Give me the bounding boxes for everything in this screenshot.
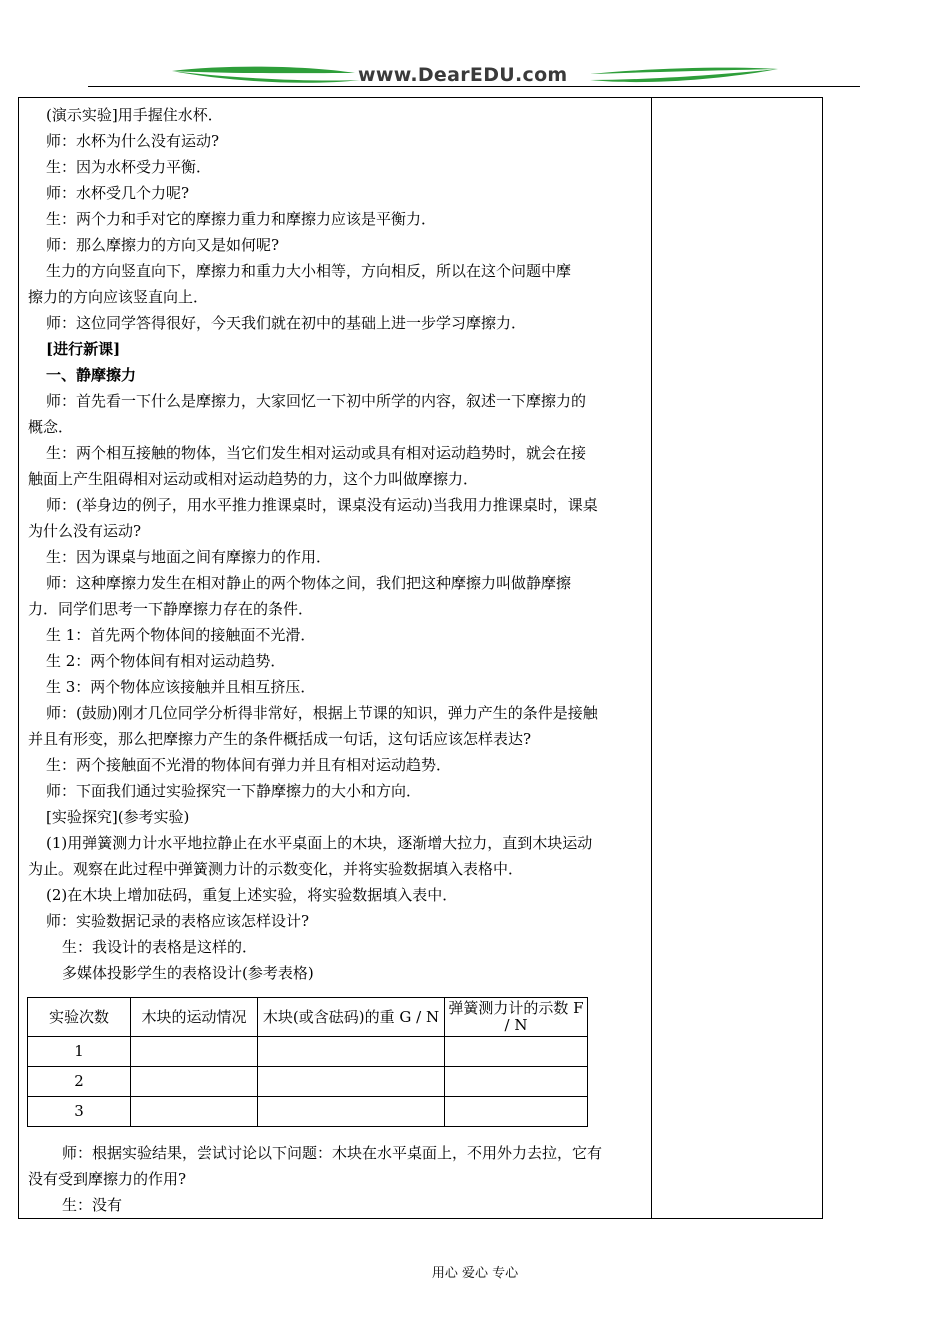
table-cell: [258, 1037, 445, 1067]
table-row: [28, 1067, 588, 1097]
text-line: 师：下面我们通过实验探究一下静摩擦力的大小和方向．: [46, 782, 422, 800]
text-line: 生 3：两个物体应该接触并且相互挤压．: [46, 678, 316, 696]
text-line: 并且有形变，那么把摩擦力产生的条件概括成一句话，这句话应该怎样表达?: [28, 730, 532, 748]
header-rule: [88, 86, 860, 87]
table-cell: [258, 1097, 445, 1127]
text-line: 师：实验数据记录的表格应该怎样设计?: [46, 912, 310, 930]
text-line: 师：首先看一下什么是摩擦力，大家回忆一下初中所学的内容，叙述一下摩擦力的: [46, 392, 587, 410]
text-line: 师：这位同学答得很好，今天我们就在初中的基础上进一步学习摩擦力．: [46, 314, 527, 332]
table-cell: [445, 1067, 588, 1097]
text-line: 师：这种摩擦力发生在相对静止的两个物体之间，我们把这种摩擦力叫做静摩擦: [46, 574, 572, 592]
text-line: (2)在木块上增加砝码，重复上述实验，将实验数据填入表中．: [46, 886, 458, 904]
table-cell: [131, 1037, 258, 1067]
text-line: 生：我设计的表格是这样的．: [62, 938, 258, 956]
site-logo-text: www.DearEDU.com: [358, 64, 568, 86]
table-header-cell: 木块的运动情况: [131, 998, 258, 1037]
text-line: 为止。观察在此过程中弹簧测力计的示数变化，并将实验数据填入表格中．: [28, 860, 524, 878]
notes-column-divider: [651, 97, 652, 1219]
text-line: 多媒体投影学生的表格设计(参考表格): [62, 964, 314, 982]
section-heading: [进行新课]: [46, 340, 121, 358]
text-line: 为什么没有运动?: [28, 522, 142, 540]
text-line: 没有受到摩擦力的作用?: [28, 1170, 187, 1188]
table-cell: 3: [28, 1097, 131, 1127]
table-cell: 1: [28, 1037, 131, 1067]
experiment-data-table: [27, 997, 588, 1127]
text-line: [实验探究](参考实验): [46, 808, 190, 826]
table-header-cell: 实验次数: [28, 998, 131, 1037]
table-header-cell: 弹簧测力计的示数 F / N: [445, 998, 588, 1037]
text-line: 师：根据实验结果，尝试讨论以下问题：木块在水平桌面上，不用外力去拉，它有: [62, 1144, 603, 1162]
text-line: 触面上产生阻碍相对运动或相对运动趋势的力，这个力叫做摩擦力．: [28, 470, 479, 488]
table-cell: [258, 1067, 445, 1097]
text-line: 生力的方向竖直向下，摩擦力和重力大小相等，方向相反，所以在这个问题中摩: [46, 262, 572, 280]
text-line: 师：那么摩擦力的方向又是如何呢?: [46, 236, 280, 254]
text-line: 生 1：首先两个物体间的接触面不光滑．: [46, 626, 316, 644]
text-line: 师：水杯受几个力呢?: [46, 184, 190, 202]
text-line: 师：(举身边的例子，用水平推力推课桌时，课桌没有运动)当我用力推课桌时，课桌: [46, 496, 598, 514]
text-line: 生：没有: [62, 1196, 123, 1214]
table-row: [28, 1097, 588, 1127]
table-cell: 2: [28, 1067, 131, 1097]
table-cell: [445, 1097, 588, 1127]
lesson-body-continued: [28, 1140, 644, 1218]
text-line: 生：因为课桌与地面之间有摩擦力的作用．: [46, 548, 332, 566]
text-line: 师：(鼓励)刚才几位同学分析得非常好，根据上节课的知识，弹力产生的条件是接触: [46, 704, 598, 722]
page-footer: 用心 爱心 专心: [431, 1266, 519, 1281]
table-cell: [131, 1067, 258, 1097]
text-line: (演示实验]用手握住水杯．: [46, 106, 223, 124]
section-heading: 一、静摩擦力: [46, 366, 137, 384]
text-line: (1)用弹簧测力计水平地拉静止在水平桌面上的木块，逐渐增大拉力，直到木块运动: [46, 834, 593, 852]
table-header-cell: 木块(或含砝码)的重 G / N: [258, 998, 445, 1037]
text-line: 生：两个接触面不光滑的物体间有弹力并且有相对运动趋势．: [46, 756, 452, 774]
text-line: 生：两个相互接触的物体，当它们发生相对运动或具有相对运动趋势时，就会在接: [46, 444, 587, 462]
text-line: 生：因为水杯受力平衡．: [46, 158, 212, 176]
text-line: 擦力的方向应该竖直向上．: [28, 288, 209, 306]
text-line: 生 2：两个物体间有相对运动趋势．: [46, 652, 286, 670]
table-row: [28, 1037, 588, 1067]
header-banner: [170, 60, 780, 92]
table-cell: [131, 1097, 258, 1127]
table-cell: [445, 1037, 588, 1067]
text-line: 力．同学们思考一下静摩擦力存在的条件．: [28, 600, 314, 618]
text-line: 生：两个力和手对它的摩擦力重力和摩擦力应该是平衡力．: [46, 210, 437, 228]
text-line: 概念．: [28, 418, 74, 436]
text-line: 师：水杯为什么没有运动?: [46, 132, 220, 150]
lesson-body: [28, 102, 644, 986]
table-header-row: [28, 998, 588, 1037]
